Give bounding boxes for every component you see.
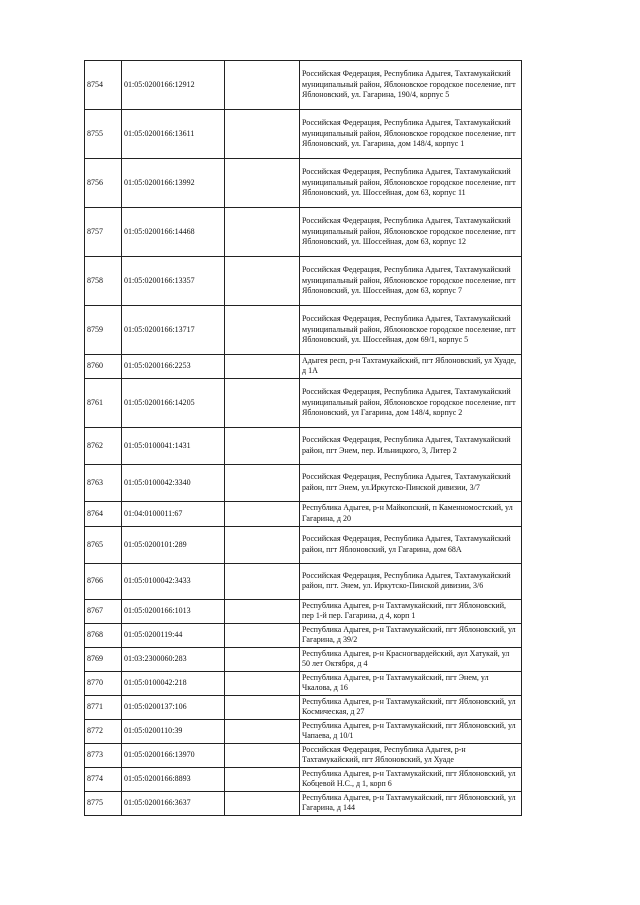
cadastral-number: 01:05:0200119:44 bbox=[122, 623, 225, 647]
address-text: Республика Адыгея, р-н Тахтамукайский, пгт Яблоновский, ул Чапаева, д 10/1 bbox=[302, 720, 516, 741]
cadastral-number: 01:05:0100041:1431 bbox=[122, 427, 225, 464]
table-row bbox=[85, 743, 522, 767]
address-cell bbox=[300, 695, 522, 719]
table-row bbox=[85, 647, 522, 671]
empty-cell bbox=[225, 306, 300, 355]
address-text: Российская Федерация, Республика Адыгея, Тахтамукайский район, пгт. Энем, ул. Иркутско-Пинской дивизии, 3/6 bbox=[302, 570, 511, 591]
address-text: Российская Федерация, Республика Адыгея, Тахтамукайский муниципальный район, Яблоновское городское поселение, пгт Яблоновский, ул. Шоссейная, дом 63, корпус 12 bbox=[302, 216, 516, 247]
address-text: Адыгея респ, р-н Тахтамукайский, пгт Яблоновский, ул Хуаде, д 1А bbox=[302, 356, 517, 376]
cadastral-number: 01:05:0200166:14468 bbox=[122, 208, 225, 257]
table-row bbox=[85, 306, 522, 355]
address-cell bbox=[300, 563, 522, 599]
address-text: Республика Адыгея, р-н Тахтамукайский, пгт Яблоновский, ул Гагарина, д 144 bbox=[302, 792, 516, 813]
cadastral-number: 01:05:0200166:8893 bbox=[122, 767, 225, 791]
cadastral-number: 01:05:0200166:3637 bbox=[122, 791, 225, 815]
cadastral-number: 01:03:2300060:283 bbox=[122, 647, 225, 671]
empty-cell bbox=[225, 743, 300, 767]
empty-cell bbox=[225, 355, 300, 379]
address-cell bbox=[300, 623, 522, 647]
address-text: Российская Федерация, Республика Адыгея, Тахтамукайский муниципальный район, Яблоновское городское поселение, пгт Яблоновский, ул. Шоссейная, дом 63, корпус 7 bbox=[302, 265, 516, 296]
table-row bbox=[85, 563, 522, 599]
address-cell bbox=[300, 464, 522, 501]
cadastral-number: 01:05:0200137:106 bbox=[122, 695, 225, 719]
table-row bbox=[85, 767, 522, 791]
cadastral-number: 01:05:0200101:289 bbox=[122, 526, 225, 563]
row-number: 8754 bbox=[85, 61, 122, 110]
address-text: Российская Федерация, Республика Адыгея, Тахтамукайский муниципальный район, Яблоновское городское поселение, пгт Яблоновский, ул. Гагарина, 190/4, корпус 5 bbox=[302, 69, 516, 100]
empty-cell bbox=[225, 427, 300, 464]
empty-cell bbox=[225, 501, 300, 526]
address-text: Российская Федерация, Республика Адыгея, Тахтамукайский район, пгт Энем, ул.Иркутско-Пинской дивизии, 3/7 bbox=[302, 472, 511, 492]
empty-cell bbox=[225, 599, 300, 623]
address-text: Республика Адыгея, р-н Красногвардейский, аул Хатукай, ул 50 лет Октября, д 4 bbox=[302, 648, 510, 669]
cadastral-number: 01:05:0200166:13717 bbox=[122, 306, 225, 355]
registry-table-body bbox=[85, 61, 522, 816]
row-number: 8764 bbox=[85, 501, 122, 526]
address-text: Республика Адыгея, р-н Тахтамукайский, пгт Яблоновский, ул Космическая, д 27 bbox=[302, 696, 516, 717]
row-number: 8771 bbox=[85, 695, 122, 719]
empty-cell bbox=[225, 110, 300, 159]
table-row bbox=[85, 464, 522, 501]
row-number: 8773 bbox=[85, 743, 122, 767]
empty-cell bbox=[225, 208, 300, 257]
empty-cell bbox=[225, 526, 300, 563]
address-cell bbox=[300, 501, 522, 526]
cadastral-number: 01:05:0200166:13611 bbox=[122, 110, 225, 159]
address-cell bbox=[300, 355, 522, 379]
address-text: Республика Адыгея, р-н Тахтамукайский, пгт Энем, ул Чкалова, д 16 bbox=[302, 672, 489, 693]
table-row bbox=[85, 671, 522, 695]
address-cell bbox=[300, 526, 522, 563]
table-row bbox=[85, 427, 522, 464]
cadastral-number: 01:05:0200166:14205 bbox=[122, 378, 225, 427]
empty-cell bbox=[225, 671, 300, 695]
row-number: 8760 bbox=[85, 355, 122, 379]
address-cell bbox=[300, 61, 522, 110]
table-row bbox=[85, 355, 522, 379]
row-number: 8761 bbox=[85, 378, 122, 427]
table-row bbox=[85, 695, 522, 719]
address-cell bbox=[300, 767, 522, 791]
row-number: 8756 bbox=[85, 159, 122, 208]
row-number: 8772 bbox=[85, 719, 122, 743]
cadastral-number: 01:04:0100011:67 bbox=[122, 501, 225, 526]
address-text: Российская Федерация, Республика Адыгея, р-н Тахтамукайский, пгт Яблоновский, ул Хуаде bbox=[302, 744, 466, 765]
address-text: Республика Адыгея, р-н Майкопский, п Каменномостский, ул Гагарина, д 20 bbox=[302, 503, 513, 523]
empty-cell bbox=[225, 464, 300, 501]
row-number: 8762 bbox=[85, 427, 122, 464]
table-row bbox=[85, 61, 522, 110]
row-number: 8759 bbox=[85, 306, 122, 355]
cadastral-number: 01:05:0200166:12912 bbox=[122, 61, 225, 110]
table-row bbox=[85, 208, 522, 257]
empty-cell bbox=[225, 563, 300, 599]
address-cell bbox=[300, 427, 522, 464]
empty-cell bbox=[225, 695, 300, 719]
table-row bbox=[85, 791, 522, 815]
address-text: Российская Федерация, Республика Адыгея, Тахтамукайский район, пгт Яблоновский, ул Гагарина, дом 68А bbox=[302, 534, 511, 554]
row-number: 8774 bbox=[85, 767, 122, 791]
row-number: 8758 bbox=[85, 257, 122, 306]
address-cell bbox=[300, 647, 522, 671]
row-number: 8769 bbox=[85, 647, 122, 671]
address-text: Российская Федерация, Республика Адыгея, Тахтамукайский муниципальный район, Яблоновское городское поселение, пгт Яблоновский, ул. Шоссейная, дом 69/1, корпус 5 bbox=[302, 314, 516, 345]
address-text: Республика Адыгея, р-н Тахтамукайский, пгт Яблоновский, пер 1-й пер. Гагарина, д 4, корп 1 bbox=[302, 600, 506, 621]
cadastral-number: 01:05:0200166:13992 bbox=[122, 159, 225, 208]
table-row bbox=[85, 719, 522, 743]
row-number: 8765 bbox=[85, 526, 122, 563]
table-row bbox=[85, 599, 522, 623]
table-row bbox=[85, 159, 522, 208]
address-text: Российская Федерация, Республика Адыгея, Тахтамукайский муниципальный район, Яблоновское городское поселение, пгт Яблоновский, ул. Гагарина, дом 148/4, корпус 1 bbox=[302, 118, 516, 149]
address-cell bbox=[300, 743, 522, 767]
empty-cell bbox=[225, 623, 300, 647]
cadastral-number: 01:05:0200110:39 bbox=[122, 719, 225, 743]
table-row bbox=[85, 501, 522, 526]
empty-cell bbox=[225, 159, 300, 208]
address-text: Российская Федерация, Республика Адыгея, Тахтамукайский муниципальный район, Яблоновское городское поселение, пгт Яблоновский, ул Гагарина, дом 148/4, корпус 2 bbox=[302, 387, 516, 417]
address-cell bbox=[300, 599, 522, 623]
address-text: Республика Адыгея, р-н Тахтамукайский, пгт Яблоновский, ул Кобцевой Н.С., д 1, корп 6 bbox=[302, 768, 516, 789]
address-cell bbox=[300, 791, 522, 815]
address-cell bbox=[300, 306, 522, 355]
address-cell bbox=[300, 208, 522, 257]
address-text: Российская Федерация, Республика Адыгея, Тахтамукайский муниципальный район, Яблоновское городское поселение, пгт Яблоновский, ул. Шоссейная, дом 63, корпус 11 bbox=[302, 167, 516, 198]
empty-cell bbox=[225, 378, 300, 427]
cadastral-number: 01:05:0200166:1013 bbox=[122, 599, 225, 623]
cadastral-number: 01:05:0100042:3340 bbox=[122, 464, 225, 501]
row-number: 8767 bbox=[85, 599, 122, 623]
cadastral-number: 01:05:0100042:3433 bbox=[122, 563, 225, 599]
table-row bbox=[85, 526, 522, 563]
address-cell bbox=[300, 159, 522, 208]
address-text: Российская Федерация, Республика Адыгея, Тахтамукайский район, пгт Энем, пер. Ильницкого, 3, Литер 2 bbox=[302, 435, 511, 455]
row-number: 8757 bbox=[85, 208, 122, 257]
table-row bbox=[85, 623, 522, 647]
table-row bbox=[85, 378, 522, 427]
empty-cell bbox=[225, 647, 300, 671]
row-number: 8763 bbox=[85, 464, 122, 501]
address-cell bbox=[300, 719, 522, 743]
row-number: 8775 bbox=[85, 791, 122, 815]
row-number: 8766 bbox=[85, 563, 122, 599]
address-cell bbox=[300, 671, 522, 695]
cadastral-number: 01:05:0100042:218 bbox=[122, 671, 225, 695]
row-number: 8770 bbox=[85, 671, 122, 695]
cadastral-number: 01:05:0200166:2253 bbox=[122, 355, 225, 379]
empty-cell bbox=[225, 767, 300, 791]
table-row bbox=[85, 257, 522, 306]
table-row bbox=[85, 110, 522, 159]
row-number: 8755 bbox=[85, 110, 122, 159]
cadastral-number: 01:05:0200166:13970 bbox=[122, 743, 225, 767]
empty-cell bbox=[225, 257, 300, 306]
address-cell bbox=[300, 257, 522, 306]
row-number: 8768 bbox=[85, 623, 122, 647]
empty-cell bbox=[225, 61, 300, 110]
empty-cell bbox=[225, 791, 300, 815]
address-cell bbox=[300, 378, 522, 427]
registry-table bbox=[84, 60, 522, 816]
empty-cell bbox=[225, 719, 300, 743]
cadastral-number: 01:05:0200166:13357 bbox=[122, 257, 225, 306]
address-cell bbox=[300, 110, 522, 159]
address-text: Республика Адыгея, р-н Тахтамукайский, пгт Яблоновский, ул Гагарина, д 39/2 bbox=[302, 624, 516, 645]
